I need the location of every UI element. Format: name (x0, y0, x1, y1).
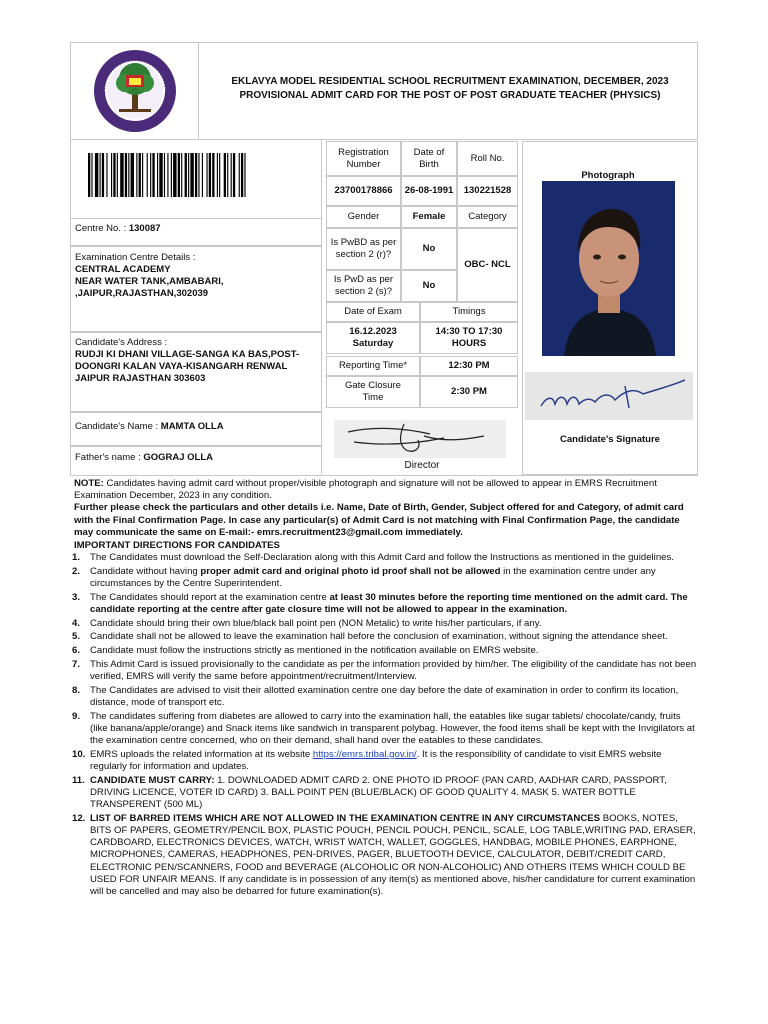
pwbd-value: No (401, 228, 457, 270)
centre-no-value: 130087 (128, 223, 161, 234)
direction-9-text: The candidates suffering from diabetes are allowed to carry into the examination hall, the eatables like sugar tablets/ chocolate/candy, fruits (like banana/apple/orange) and Snack items like sandwich in transparent polybag. However, the food items shall be kept with the Invigilators at the examination centre concerned, who on their demand, shall hand over the eatables to these candidates. (90, 710, 695, 747)
centre-no-cell (70, 218, 322, 246)
direction-item-7: 7. This Admit Card is issued provisionally to the candidate as per the information provided by him/her. The eligibility of the candidate has not been verified, EMRS will verify the same before appointment/recruitment/Interview. (72, 658, 697, 683)
direction-item-4: 4. Candidate should bring their own blue/black ball point pen (NON Metalic) to write his/her particulars, if any. (72, 617, 542, 629)
emrs-logo (93, 49, 177, 133)
address-line-1: RUDJI KI DHANI VILLAGE-SANGA KA BAS,POST- (75, 349, 300, 360)
dob-value: 26-08-1991 (401, 176, 457, 206)
direction-item-12: 12. LIST OF BARRED ITEMS WHICH ARE NOT ALLOWED IN THE EXAMINATION CENTRE IN ANY CIRCUMSTANCES BOOKS, NOTES, BITS OF PAPERS, GEOMETRY/PENCIL BOX, PLASTIC POUCH, PENCIL POUCH, PENCIL, SCALE, LOG TABLE,WRITING PAD, ERASER, CARDBOARD, ELECTRONICS DEVICES, WATCH, WRIST WATCH, WALLET, GOGGLES, HANDBAG, MOBILE PHONES, EARPHONE, MICROPHONES, CAMERAS, HEADPHONES, PEN-DRIVES, PAGER, BLUETOOTH DEVICE, CALCULATOR, DEBIT/CREDIT CARD, ELECTRONIC PEN/SCANNERS, FOOD and BEVERAGE (ALCOHOLIC OR NON-ALCOHOLIC) AND OTHERS ITEMS WHICH COULD BE USED FOR UNFAIR MEANS. If any candidate is in possession of any item(s) as mentioned above, his/her candidature for current examination will be cancelled and may also be debarred for future examination(s). (72, 812, 696, 897)
exam-centre-label: Examination Centre Details : (75, 252, 196, 263)
direction-5-text: Candidate shall not be allowed to leave the examination hall before the conclusion of examination, without signing the attendance sheet. (90, 631, 668, 643)
direction-2-text-b: proper admit card and original photo id proof shall not be allowed (200, 565, 501, 577)
direction-item-1: 1. The Candidates must download the Self-Declaration along with this Admit Card and follow the Instructions as mentioned in the guidelines. (72, 552, 674, 564)
direction-3-text-b: at least 30 minutes before the reporting time mentioned on the admit card. The candidate reporting at the centre after gate closure time will not be allowed to appear in the examination. (90, 591, 688, 616)
direction-item-11: 11. CANDIDATE MUST CARRY: 1. DOWNLOADED ADMIT CARD 2. ONE PHOTO ID PROOF (PAN CARD, AADHAR CARD, PASSPORT, DRIVING LICENCE, VOTER ID CARD) 3. BALL POINT PEN (BLUE/BLACK) OF GOOD QUALITY 4. MASK 5. WATER BOTTLE TRANSPERENT (500 ML) (72, 774, 667, 811)
direction-item-9: 9. The candidates suffering from diabetes are allowed to carry into the examination hall, the eatables like sugar tablets/ chocolate/candy, fruits (like banana/apple/orange) and Snack items like sandwich in transparent polybag. However, the food items shall be kept with the Invigilators at the examination centre concerned, who on their demand, shall hand over the eatables to these candidates. (72, 710, 695, 747)
reporting-time-label: Reporting Time* (326, 356, 420, 376)
direction-1-text: The Candidates must download the Self-Declaration along with this Admit Card and follow the Instructions as mentioned in the guidelines. (90, 552, 674, 564)
exam-date-label: Date of Exam (326, 302, 420, 322)
exam-centre-line-2: NEAR WATER TANK,AMBABARI, (75, 276, 224, 287)
reg-no-value: 23700178866 (326, 176, 401, 206)
dob-label: Date of Birth (401, 141, 457, 176)
candidate-name-value: MAMTA OLLA (160, 421, 224, 432)
centre-no-label: Centre No. : (75, 223, 129, 234)
logo-cell (71, 43, 199, 139)
address-label: Candidate's Address : (75, 337, 168, 348)
candidate-name-cell (70, 412, 322, 446)
notes-section (74, 478, 698, 900)
reporting-time-value: 12:30 PM (420, 356, 518, 376)
gate-closure-value: 2:30 PM (420, 376, 518, 408)
category-label: Category (457, 206, 518, 228)
admit-card-header (70, 42, 698, 140)
direction-item-5: 5. Candidate shall not be allowed to leave the examination hall before the conclusion of examination, without signing the attendance sheet. (72, 631, 668, 643)
direction-12-text-b: BOOKS, NOTES, BITS OF PAPERS, GEOMETRY/PENCIL BOX, PLASTIC POUCH, PENCIL POUCH, PENCIL, SCALE, LOG TABLE,WRITING PAD, ERASER, CARDBOARD, ELECTRONICS DEVICES, WATCH, WRIST WATCH, WALLET, GOGGLES, HANDBAG, MOBILE PHONES, EARPHONE, MICROPHONES, CAMERAS, HEADPHONES, PEN-DRIVES, PAGER, BLUETOOTH DEVICE, CALCULATOR, DEBIT/CREDIT CARD, ELECTRONIC PEN/SCANNERS, FOOD and BEVERAGE (ALCOHOLIC OR NON-ALCOHOLIC) AND OTHERS ITEMS WHICH COULD BE USED FOR UNFAIR MEANS. If any candidate is in possession of any item(s) as mentioned above, his/her candidature for current examination will be cancelled and may also be debarred for future examination(s). (90, 812, 696, 897)
direction-7-text: This Admit Card is issued provisionally to the candidate as per the information provided by him/her. The eligibility of the candidate has not been verified, EMRS will verify the same before appointment/recruitment/Interview. (90, 658, 697, 683)
direction-6-text: Candidate must follow the instructions strictly as mentioned in the notification available on EMRS website. (90, 645, 539, 657)
title-line-2: PROVISIONAL ADMIT CARD FOR THE POST OF POST GRADUATE TEACHER (PHYSICS) (239, 90, 661, 101)
photograph-label: Photograph (581, 170, 635, 181)
exam-date-value: 16.12.2023 (349, 326, 397, 337)
direction-8-text: The Candidates are advised to visit their allotted examination centre one day before the date of examination in order to confirm its location, distance, mode of transport etc. (90, 684, 679, 708)
address-cell (70, 332, 322, 412)
title-line-1: EKLAVYA MODEL RESIDENTIAL SCHOOL RECRUITMENT EXAMINATION, DECEMBER, 2023 (231, 76, 669, 87)
address-line-3: JAIPUR RAJASTHAN 303603 (75, 373, 206, 384)
direction-2-text-a: Candidate without having (90, 565, 201, 577)
directions-heading: IMPORTANT DIRECTIONS FOR CANDIDATES (74, 540, 280, 552)
direction-item-6: 6. Candidate must follow the instructions strictly as mentioned in the notification available on EMRS website. (72, 645, 539, 657)
emrs-website-link[interactable]: https://emrs.tribal.gov.in/ (312, 748, 417, 760)
direction-3-text-a: The Candidates should report at the examination centre (90, 591, 330, 603)
direction-item-8: 8. The Candidates are advised to visit their allotted examination centre one day before the date of examination in order to confirm its location, distance, mode of transport etc. (72, 684, 679, 708)
reg-no-label: Registration Number (326, 141, 401, 176)
directions-list (74, 552, 698, 898)
exam-centre-line-3: ,JAIPUR,RAJASTHAN,302039 (75, 288, 209, 299)
address-line-2: DOONGRI KALAN VAYA-KISANGARH RENWAL (75, 361, 288, 372)
direction-2-text-c: in the examination centre under any circumstances by the Centre Superintendent. (90, 565, 656, 590)
gender-value: Female (401, 206, 457, 228)
father-name-label: Father's name : (75, 452, 144, 463)
direction-item-2: 2. Candidate without having proper admit card and original photo id proof shall not be allowed in the examination centre under any circumstances by the Centre Superintendent. (72, 565, 656, 590)
note-label: NOTE: (74, 478, 104, 489)
direction-item-10: 10. EMRS uploads the related information at its website https://emrs.tribal.gov.in/. It is the responsibility of candidate to visit EMRS website regularly for information and updates. (72, 748, 662, 772)
father-name-value: GOGRAJ OLLA (143, 452, 214, 463)
director-label: Director (404, 460, 440, 471)
timings-value: 14:30 TO 17:30 HOURS (420, 322, 518, 354)
direction-4-text: Candidate should bring their own blue/black ball point pen (NON Metalic) to write his/her particulars, if any. (90, 617, 542, 629)
gender-label: Gender (326, 206, 401, 228)
note-paragraph (74, 478, 698, 502)
direction-10-text-a: EMRS uploads the related information at its website (90, 748, 313, 760)
exam-day-value: Saturday (352, 338, 394, 349)
roll-no-label: Roll No. (457, 141, 518, 176)
gate-closure-label: Gate Closure Time (326, 376, 420, 408)
candidate-signature (525, 372, 693, 420)
exam-date-value-cell (326, 322, 420, 354)
candidate-photograph (542, 181, 675, 356)
exam-centre-line-1: CENTRAL ACADEMY (75, 264, 171, 275)
candidate-name-label: Candidate's Name : (75, 421, 161, 432)
director-signature (334, 420, 506, 458)
roll-no-value: 130221528 (457, 176, 518, 206)
direction-10-text-b: . It is the responsibility of candidate to visit EMRS website regularly for information and updates. (90, 748, 662, 772)
card-bottom-rule (70, 475, 698, 476)
note-text: Candidates having admit card without proper/visible photograph and signature will not be allowed to appear in EMRS Recruitment Examination December, 2023 in any condition. (74, 478, 657, 502)
admit-card-title (201, 75, 699, 103)
direction-item-3: 3. The Candidates should report at the examination centre at least 30 minutes before the reporting time mentioned on the admit card. The candidate reporting at the centre after gate closure time will not be allowed to appear in the examination. (72, 591, 688, 616)
barcode-cell (70, 140, 322, 218)
direction-11-text-b: 1. DOWNLOADED ADMIT CARD 2. ONE PHOTO ID PROOF (PAN CARD, AADHAR CARD, PASSPORT, DRIVING LICENCE, VOTER ID CARD) 3. BALL POINT PEN (BLUE/BLACK) OF GOOD QUALITY 4. MASK 5. WATER BOTTLE TRANSPERENT (500 ML) (90, 774, 667, 811)
exam-centre-cell (70, 246, 322, 332)
category-value: OBC- NCL (457, 228, 518, 302)
direction-11-text-a: CANDIDATE MUST CARRY: (90, 774, 215, 786)
timings-label: Timings (420, 302, 518, 322)
pwd-label: Is PwD as per section 2 (s)? (326, 270, 401, 302)
further-paragraph: Further please check the particulars and other details i.e. Name, Date of Birth, Gender, Subject offered for and Category, of admit card with the Final Confirmation Page. In case any particular(s) of Admit Card is not matching with Final Confirmation Page, the candidate may communicate the same on E-mail:- emrs.recruitment23@gmail.com immediately. (74, 502, 684, 538)
father-name-cell (70, 446, 322, 476)
candidate-signature-label: Candidate's Signature (560, 434, 660, 445)
pwd-value: No (401, 270, 457, 302)
direction-12-text-a: LIST OF BARRED ITEMS WHICH ARE NOT ALLOWED IN THE EXAMINATION CENTRE IN ANY CIRCUMSTANCES (90, 812, 601, 824)
pwbd-label: Is PwBD as per section 2 (r)? (326, 228, 401, 270)
